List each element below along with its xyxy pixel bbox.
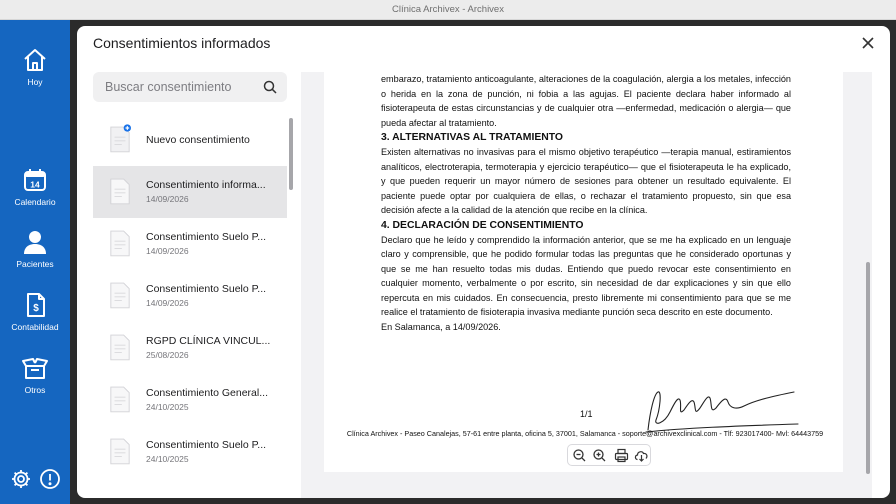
gear-icon[interactable]: [10, 468, 32, 490]
list-item[interactable]: [93, 270, 287, 322]
list-item-title: Consentimiento Suelo P...: [146, 439, 267, 451]
svg-text:$: $: [33, 303, 39, 314]
place-date: En Salamanca, a 14/09/2026.: [381, 321, 501, 332]
list-item-title: Consentimiento General...: [146, 387, 268, 399]
sidebar-bottom: [0, 468, 70, 492]
search-icon[interactable]: [263, 80, 277, 94]
document-icon: [109, 280, 131, 310]
document-paragraph: Declaro que he leído y comprendido la información anterior, que se me ha explicado en un lenguaje claro y comprensible, que he podido formular todas las preguntas que he considerado oportunas y que se me han resuelto todas mis dudas. Entiendo que puedo revocar este consentimiento en cualquier momento, verbalmente o por escrito, sin necesidad de dar explicaciones y sin que ello repercuta en mis cuidados. En consecuencia, presto libremente mi consentimiento para que se me realice el tratamiento de fisioterapia invasiva mediante punción seca descrito en este documento.: [381, 234, 791, 317]
box-icon: [21, 354, 49, 382]
list-item-date: 24/10/2025: [146, 454, 189, 464]
list-item[interactable]: [93, 218, 287, 270]
sidebar-item-label: Hoy: [27, 77, 43, 87]
sidebar-item-label: Pacientes: [16, 259, 54, 269]
list-item[interactable]: [93, 374, 287, 426]
calendar-icon: [21, 166, 49, 194]
viewer-scrollbar[interactable]: [866, 262, 870, 474]
download-icon[interactable]: [633, 447, 650, 464]
zoom-in-icon[interactable]: [591, 447, 608, 464]
document-paragraph: Existen alternativas no invasivas para el mismo objetivo terapéutico —terapia manual, estiramientos analíticos, electroterapia, termoterapia y ejercicio terapéutico— que el fisioterapeuta le ha explicado, y que pueden requerir un mayor número de sesiones para obtener un resultado equivalente. El paciente puede optar por cualquiera de ellas, o rechazar el tratamiento propuesto, sin que esa decisión afecte a la calidad de la atención que recibe en la clínica.: [381, 147, 791, 215]
document-icon: [109, 332, 131, 362]
list-item-date: 14/09/2026: [146, 194, 189, 204]
list-item-title: Nuevo consentimiento: [146, 134, 250, 146]
consent-list: [93, 114, 293, 498]
list-item-date: 24/10/2025: [146, 402, 189, 412]
home-icon: [21, 46, 49, 74]
document-icon: [109, 176, 131, 206]
list-item-title: Consentimiento Suelo P...: [146, 231, 267, 243]
section-heading: 4. DECLARACIÓN DE CONSENTIMIENTO: [381, 219, 584, 231]
sidebar-item-pacientes[interactable]: [0, 228, 70, 269]
section-heading: 3. ALTERNATIVAS AL TRATAMIENTO: [381, 132, 564, 143]
zoom-out-icon[interactable]: [571, 447, 588, 464]
calendar-day: 14: [30, 179, 40, 190]
document-page: [324, 72, 843, 472]
list-item[interactable]: [93, 426, 287, 478]
sidebar-item-calendario[interactable]: [0, 166, 70, 207]
print-icon[interactable]: [613, 447, 630, 464]
sidebar-item-label: Contabilidad: [11, 322, 59, 332]
document-footer: Clínica Archivex - Paseo Canalejas, 57-61 entre planta, oficina 5, 37001, Salamanca - soporte@archivexclinical.com - Tlf: 923017400- Mvl: 64443759: [346, 429, 824, 438]
modal-title: Consentimientos informados: [93, 35, 271, 51]
list-scrollbar[interactable]: [289, 118, 293, 190]
document-icon: [109, 436, 131, 466]
document-paragraph: embarazo, tratamiento anticoagulante, alteraciones de la coagulación, alergia a los metales, infección o herida en la zona de punción, ni fobia a las agujas. El paciente declara haber informado al fisioterapeuta de estas circunstancias y de cualquier otra —enfermedad, medicación o alergia— que pueda afectar al tratamiento.: [381, 74, 791, 128]
sidebar-item-contabilidad[interactable]: [0, 291, 70, 332]
window-titlebar: [0, 0, 896, 20]
sidebar-item-label: Otros: [24, 385, 46, 395]
list-item[interactable]: [93, 166, 287, 218]
new-consent-item[interactable]: [93, 114, 287, 166]
new-document-icon: [109, 124, 131, 154]
list-item-title: Consentimiento Suelo P...: [146, 283, 267, 295]
signature-image: [644, 382, 804, 434]
list-item[interactable]: [93, 322, 287, 374]
window-title: Clínica Archivex - Archivex: [392, 4, 504, 15]
list-item-date: 14/09/2026: [146, 298, 189, 308]
sidebar-item-hoy[interactable]: [0, 46, 70, 87]
document-viewer: [301, 72, 872, 498]
sidebar: [0, 20, 70, 504]
viewer-toolbar: [567, 444, 651, 466]
list-item-title: Consentimiento informa...: [146, 179, 266, 191]
person-icon: [21, 228, 49, 256]
list-item-date: 25/08/2026: [146, 350, 189, 360]
list-item-title: RGPD CLÍNICA VINCUL...: [146, 335, 271, 347]
sidebar-item-otros[interactable]: [0, 354, 70, 395]
document-body: [381, 72, 791, 334]
sidebar-item-label: Calendario: [14, 197, 56, 207]
document-icon: [109, 228, 131, 258]
search-input[interactable]: [93, 72, 253, 102]
close-icon[interactable]: [859, 34, 877, 52]
list-item-date: 14/09/2026: [146, 246, 189, 256]
info-icon[interactable]: [39, 468, 61, 490]
invoice-icon: [21, 291, 49, 319]
consent-modal: [77, 26, 890, 498]
search-box: [93, 72, 287, 102]
page-number: 1/1: [580, 409, 593, 419]
document-icon: [109, 384, 131, 414]
